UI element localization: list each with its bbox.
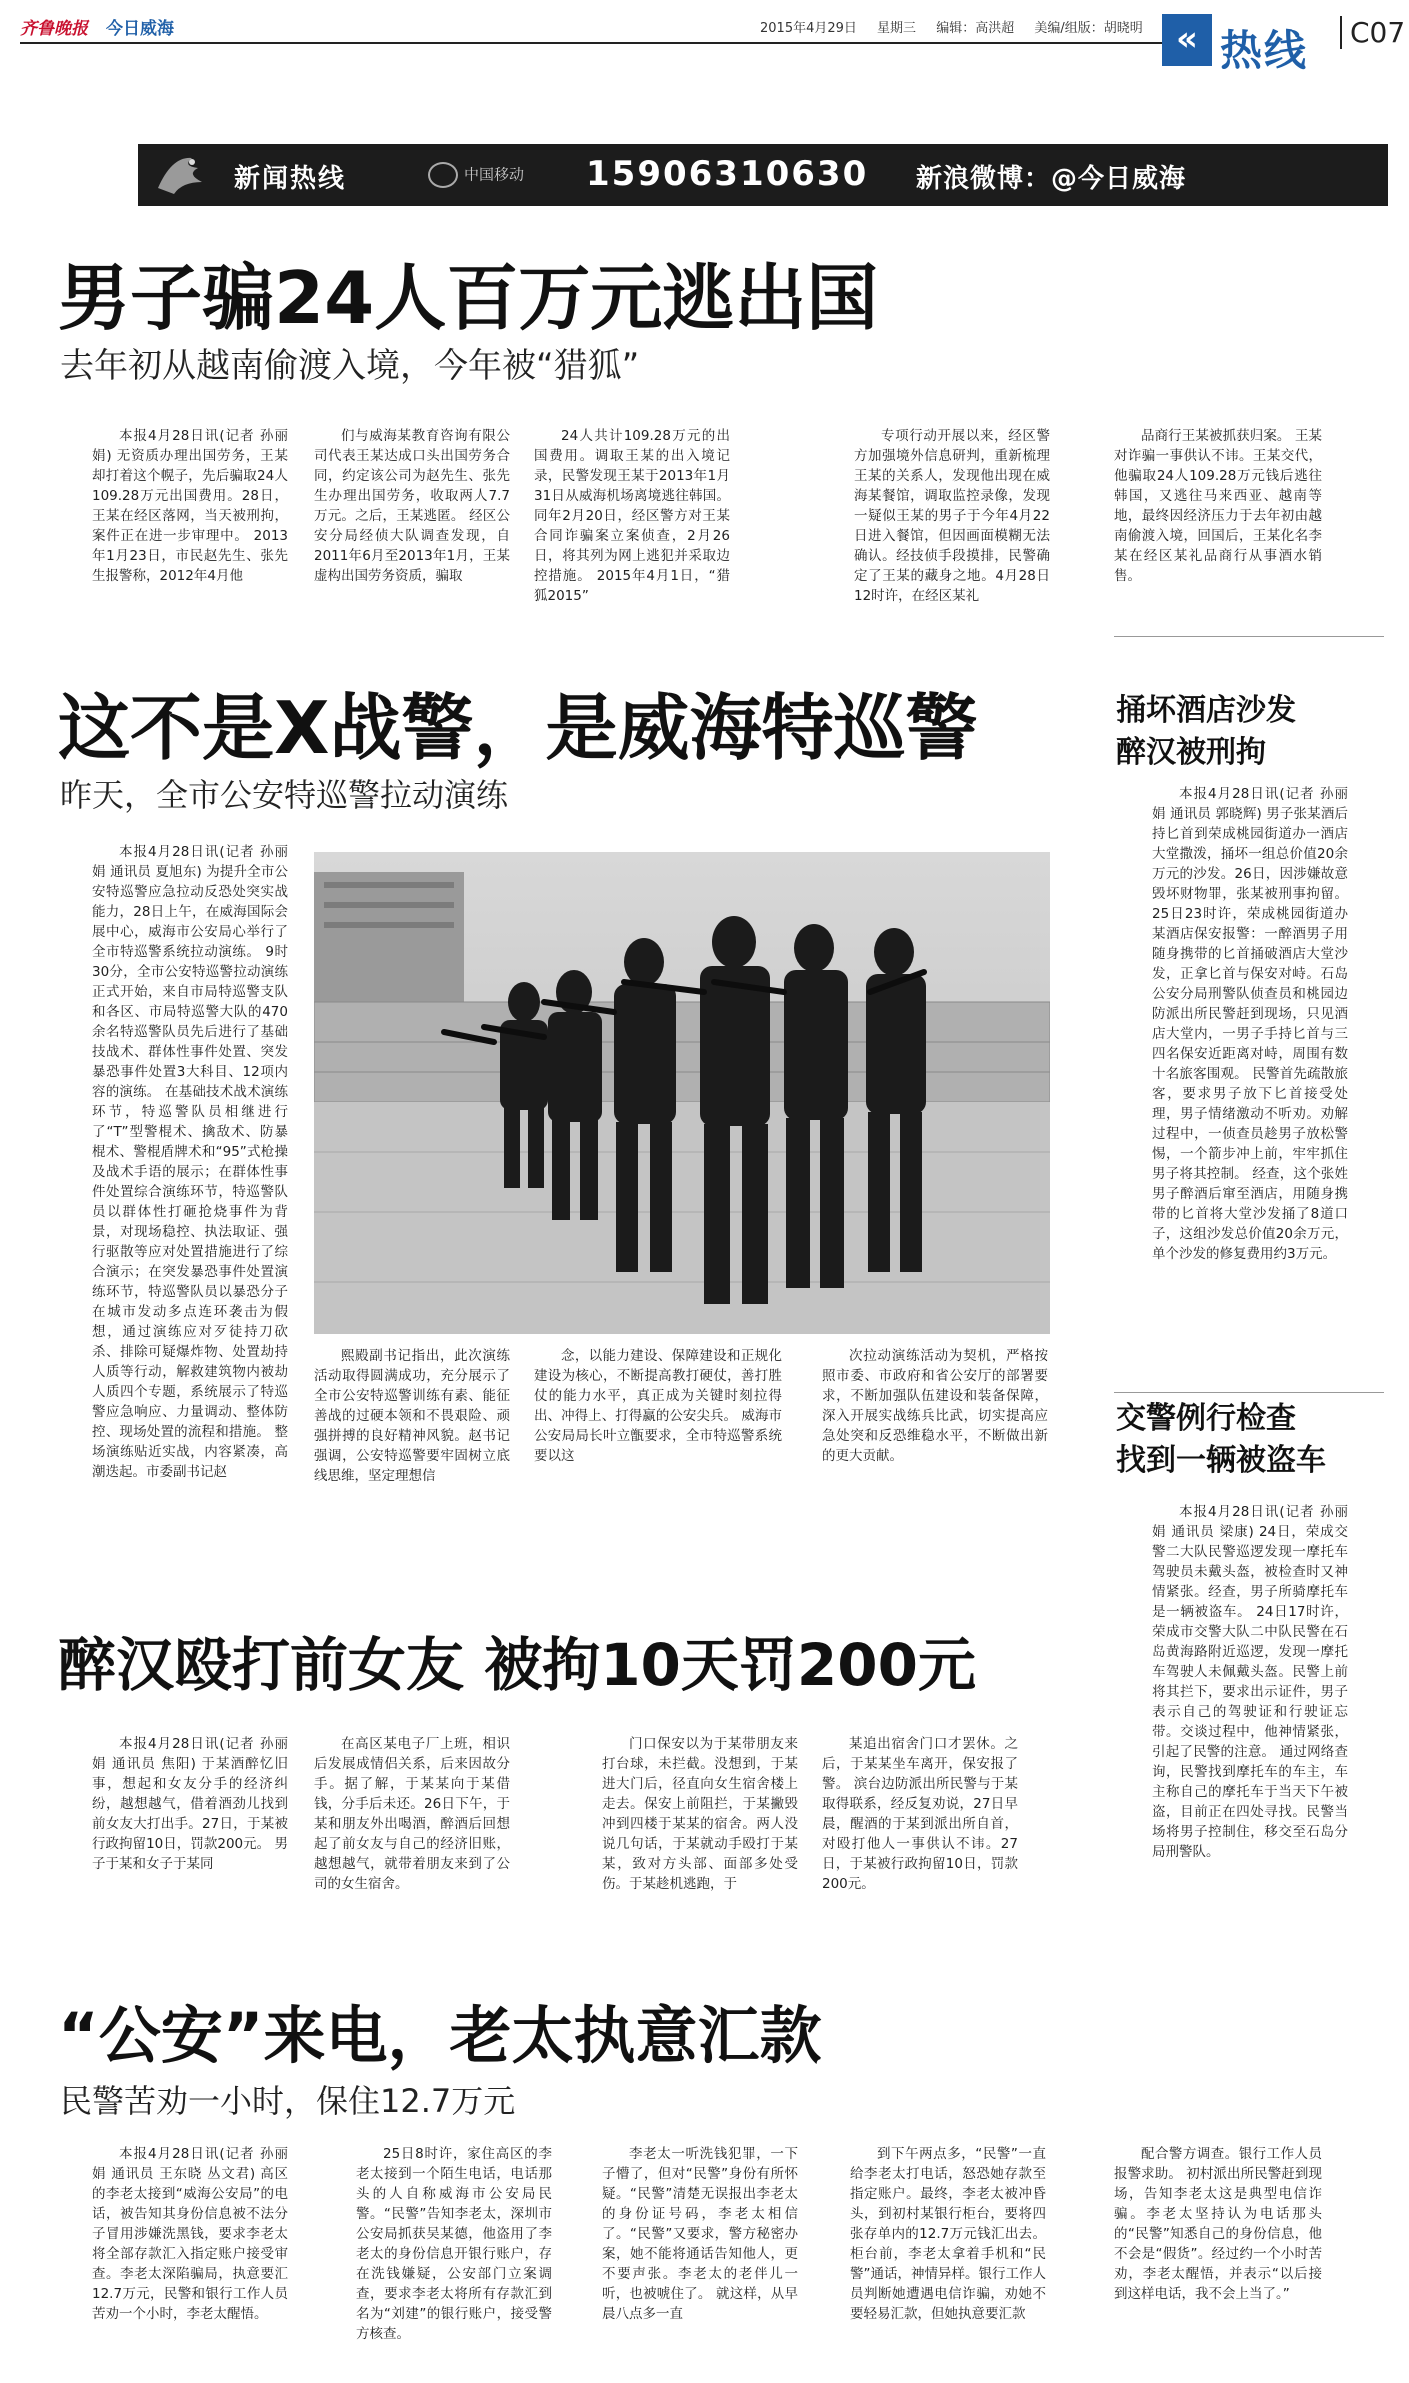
side1-headline <box>1116 690 1296 774</box>
hotline-title: 新闻热线 <box>234 164 347 194</box>
story3-col3: 门口保安以为于某带朋友来打台球，未拦截。没想到，于某进大门后，径直向女生宿舍楼上走去。保安上前阻拦，于某撇毁冲到四楼于某某的宿舍。两人没说几句话，于某就动手殴打于某某，致对方头部、面部多处受伤。于某趁机逃跑，于 <box>602 1736 798 1892</box>
issue-date: 2015年4月29日 <box>760 21 857 36</box>
story2-col4: 次拉动演练活动为契机，严格按照市委、市政府和省公安厅的部署要求，不断加强队伍建设和装备保障，深入开展实战练兵比武，切实提高应急处突和反恐维稳水平，不断做出新的更大贡献。 <box>822 1348 1048 1464</box>
story4-col5: 配合警方调查。银行工作人员报警求助。 初村派出所民警赶到现场，告知李老太这是典型电信诈骗。李老太坚持认为电话那头的“民警”知悉自己的身份信息，他不会是“假货”。经过约一个小时苦劝，李老太醒悟，并表示“以后接到这样电话，我不会上当了。” <box>1114 2146 1322 2302</box>
story4-subhead: 民警苦劝一小时，保住12.7万元 <box>60 2082 516 2120</box>
story3-headline: 醉汉殴打前女友 被拘10天罚200元 <box>58 1631 976 1699</box>
side2-headline <box>1116 1398 1326 1482</box>
side-divider <box>1114 636 1384 637</box>
issue-weekday: 星期三 <box>877 21 917 36</box>
story2-col1: 本报4月28日讯(记者 孙丽娟 通讯员 夏旭东) 为提升全市公安特巡警应急拉动反恐处突实战能力，28日上午，在威海国际会展中心，威海市公安局心举行了全市特巡警系统拉动演练。 9时30分，全市公安特巡警拉动演练正式开始，来自市局特巡警支队和各区、市局特巡警大队的470余名特巡警队员先后进行了基础技战术、群体性事件处置、突发暴恐事件处置3大科目、12项内容的演练。 在基础技术战术演练环节，特巡警队员相继进行了“T”型警棍术、擒敌术、防暴棍术、警棍盾牌术和“95”式枪操及战术手语的展示；在群体性事件处置综合演练环节，特巡警队员以群体性打砸抢烧事件为背景，对现场稳控、执法取证、强行驱散等应对处置措施进行了综合演示；在突发暴恐事件处置演练环节，特巡警队员以暴恐分子在城市发动多点连环袭击为假想，通过演练应对歹徒持刀砍杀、排除可疑爆炸物、处置劫持人质等行动，解救建筑物内被劫人质四个专题，系统展示了特巡警应急响应、力量调动、整体防控、现场处置的流程和措施。 整场演练贴近实战，内容紧凑，高潮迭起。市委副书记赵 <box>92 844 288 1480</box>
edition-name: 今日威海 <box>106 19 174 39</box>
issue-editor: 编辑：高洪超 <box>936 21 1015 36</box>
masthead-rule <box>20 42 1180 44</box>
story2-col2: 熙殿副书记指出，此次演练活动取得圆满成功，充分展示了全市公安特巡警训练有素、能征善战的过硬本领和不畏艰险、顽强拼搏的良好精神风貌。赵书记强调，公安特巡警要牢固树立底线思维，坚定理想信 <box>314 1348 510 1484</box>
swat-drill-photo <box>314 852 1050 1334</box>
story2-col3: 念，以能力建设、保障建设和正规化建设为核心，不断提高教打硬仗，善打胜仗的能力水平，真正成为关键时刻拉得出、冲得上、打得赢的公安尖兵。 威海市公安局局长叶立甑要求，全市特巡警系统要以这 <box>534 1348 782 1464</box>
phoenix-logo-icon <box>152 148 212 200</box>
story2-headline: 这不是X战警，是威海特巡警 <box>58 686 978 770</box>
side1-body: 本报4月28日讯(记者 孙丽娟 通讯员 郭晓辉) 男子张某酒后持匕首到荣成桃园街道办一酒店大堂撒泼，捅坏一组总价值20余万元的沙发。26日，因涉嫌故意毁坏财物罪，张某被刑事拘留。 25日23时许，荣成桃园街道办某酒店保安报警：一醉酒男子用随身携带的匕首捅破酒店大堂沙发，正拿匕首与保安对峙。石岛公安分局刑警队侦查员和桃园边防派出所民警赶到现场，只见酒店大堂内，一男子手持匕首与三四名保安近距离对峙，周围有数十名旅客围观。 民警首先疏散旅客，要求男子放下匕首接受处理，男子情绪激动不听劝。劝解过程中，一侦查员趁男子放松警惕，一个箭步冲上前，牢牢抓住男子将其控制。 经查，这个张姓男子醉酒后窜至酒店，用随身携带的匕首将大堂沙发捅了8道口子，这组沙发总价值20余万元，单个沙发的修复费用约3万元。 <box>1152 786 1348 1262</box>
carrier-name: 中国移动 <box>464 165 525 184</box>
story4-headline: “公安”来电，老太执意汇款 <box>58 1999 822 2072</box>
story4-col4: 到下午两点多，“民警”一直给李老太打电话，怒恐她存款至指定账户。最终，李老太被冲昏头，到初村某银行柜台，要将四张存单内的12.7万元钱汇出去。 柜台前，李老太拿着手机和“民警”通话，神情异样。银行工作人员判断她遭遇电信诈骗，劝她不要轻易汇款，但她执意要汇款 <box>850 2146 1046 2322</box>
side2-headline-line2: 找到一辆被盗车 <box>1116 1443 1326 1478</box>
side2-body: 本报4月28日讯(记者 孙丽娟 通讯员 梁康) 24日，荣成交警二大队民警巡逻发现一摩托车驾驶员未戴头盔，被检查时又神情紧张。经查，男子所骑摩托车是一辆被盗车。 24日17时许，荣成市交警大队二中队民警在石岛黄海路附近巡逻，发现一摩托车驾驶人未佩戴头盔。民警上前将其拦下，要求出示证件，男子表示自己的驾驶证和行驶证忘带。交谈过程中，他神情紧张，引起了民警的注意。 通过网络查询，民警找到摩托车的车主，车主称自己的摩托车于当天下午被盗，目前正在四处寻找。民警当场将男子控制住，移交至石岛分局刑警队。 <box>1152 1504 1348 1860</box>
china-mobile-icon <box>428 162 458 188</box>
story1-col2: 们与威海某教育咨询有限公司代表王某达成口头出国劳务合同，约定该公司为赵先生、张先生办理出国劳务，收取两人7.7万元。之后，王某逃匿。 经区公安分局经侦大队调查发现，自2011年6月至2013年1月，王某虚构出国劳务资质，骗取 <box>314 428 510 584</box>
story1-col4: 专项行动开展以来，经区警方加强境外信息研判，重新梳理王某的关系人，发现他出现在威海某餐馆，调取监控录像，发现一疑似王某的男子于今年4月22日进入餐馆，但因画面模糊无法确认。经技侦手段摸排，民警确定了王某的藏身之地。4月28日12时许，在经区某礼 <box>854 428 1050 604</box>
story3-col2: 在高区某电子厂上班，相识后发展成情侣关系，后来因故分手。据了解，于某某向于某借钱，分手后未还。26日下午，于某和朋友外出喝酒，醉酒后回想起了前女友与自己的经济旧账，越想越气，就带着朋友来到了公司的女生宿舍。 <box>314 1736 510 1892</box>
weibo-handle: 新浪微博：@今日威海 <box>916 164 1187 194</box>
side1-headline-line2: 醉汉被刑拘 <box>1116 735 1266 770</box>
story3-col1: 本报4月28日讯(记者 孙丽娟 通讯员 焦阳) 于某酒醉忆旧事，想起和女友分手的经济纠纷，越想越气，借着酒劲儿找到前女友大打出手。27日，于某被行政拘留10日，罚款200元。 男子于某和女子于某同 <box>92 1736 288 1872</box>
section-tag <box>1162 14 1334 74</box>
paper-logo: 齐鲁晚报 <box>20 19 88 39</box>
chevron-left-icon: « <box>1162 14 1212 66</box>
section-name: 热线 <box>1220 26 1309 75</box>
story1-col5: 品商行王某被抓获归案。 王某对诈骗一事供认不讳。王某交代，他骗取24人109.28万元钱后逃往韩国，又逃往马来西亚、越南等地，最终因经济压力于去年初由越南偷渡入境，回国后，王某化名李某在经区某礼品商行从事酒水销售。 <box>1114 428 1322 584</box>
carrier-logo <box>428 162 524 188</box>
story1-headline: 男子骗24人百万元逃出国 <box>58 256 879 340</box>
issue-meta <box>760 17 1159 36</box>
hotline-phone: 15906310630 <box>586 154 869 194</box>
hotline-banner <box>138 144 1388 206</box>
story1-col1: 本报4月28日讯(记者 孙丽娟) 无资质办理出国劳务，王某却打着这个幌子，先后骗取24人109.28万元出国费用。28日，王某在经区落网，当天被刑拘，案件正在进一步审理中。 2013年1月23日，市民赵先生、张先生报警称，2012年4月他 <box>92 428 288 584</box>
side1-headline-line1: 捅坏酒店沙发 <box>1116 693 1296 728</box>
story4-col2: 25日8时许，家住高区的李老太接到一个陌生电话，电话那头的人自称威海市公安局民警。“民警”告知李老太，深圳市公安局抓获吴某德，他盗用了李老太的身份信息开银行账户，存在洗钱嫌疑，公安部门立案调查，要求李老太将所有存款汇到名为“刘建”的银行账户，接受警方核查。 <box>356 2146 552 2342</box>
side2-headline-line1: 交警例行检查 <box>1116 1401 1296 1436</box>
story2-subhead: 昨天，全市公安特巡警拉动演练 <box>60 776 509 814</box>
story1-col3: 24人共计109.28万元的出国费用。调取王某的出入境记录，民警发现王某于2013年1月31日从威海机场离境逃往韩国。同年2月20日，经区警方对王某合同诈骗案立案侦查，2月26日，将其列为网上逃犯并采取边控措施。 2015年4月1日，“猎狐2015” <box>534 428 730 604</box>
story4-col3: 李老太一听洗钱犯罪，一下子懵了，但对“民警”身份有所怀疑。“民警”清楚无误报出李老太的身份证号码，李老太相信了。“民警”又要求，警方秘密办案，她不能将通话告知他人，更不要声张。李老太的老伴儿一听，也被唬住了。 就这样，从早晨八点多一直 <box>602 2146 798 2322</box>
issue-design: 美编/组版：胡晓明 <box>1034 21 1143 36</box>
side-divider-2 <box>1114 1392 1384 1393</box>
story3-col4: 某追出宿舍门口才罢休。之后，于某某坐车离开，保安报了警。 滨台边防派出所民警与于某取得联系，经反复劝说，27日早晨，醒酒的于某到派出所自首，对殴打他人一事供认不讳。27日，于某被行政拘留10日，罚款200元。 <box>822 1736 1018 1892</box>
story1-subhead: 去年初从越南偷渡入境，今年被“猎狐” <box>60 346 640 386</box>
story4-col1: 本报4月28日讯(记者 孙丽娟 通讯员 王东晓 丛文君) 高区的李老太接到“威海公安局”的电话，被告知其身份信息被不法分子冒用涉嫌洗黑钱，要求李老太将全部存款汇入指定账户接受审查。李老太深陷骗局，执意要汇12.7万元，民警和银行工作人员苦劝一个小时，李老太醒悟。 <box>92 2146 288 2322</box>
page-number: C07 <box>1340 16 1405 49</box>
